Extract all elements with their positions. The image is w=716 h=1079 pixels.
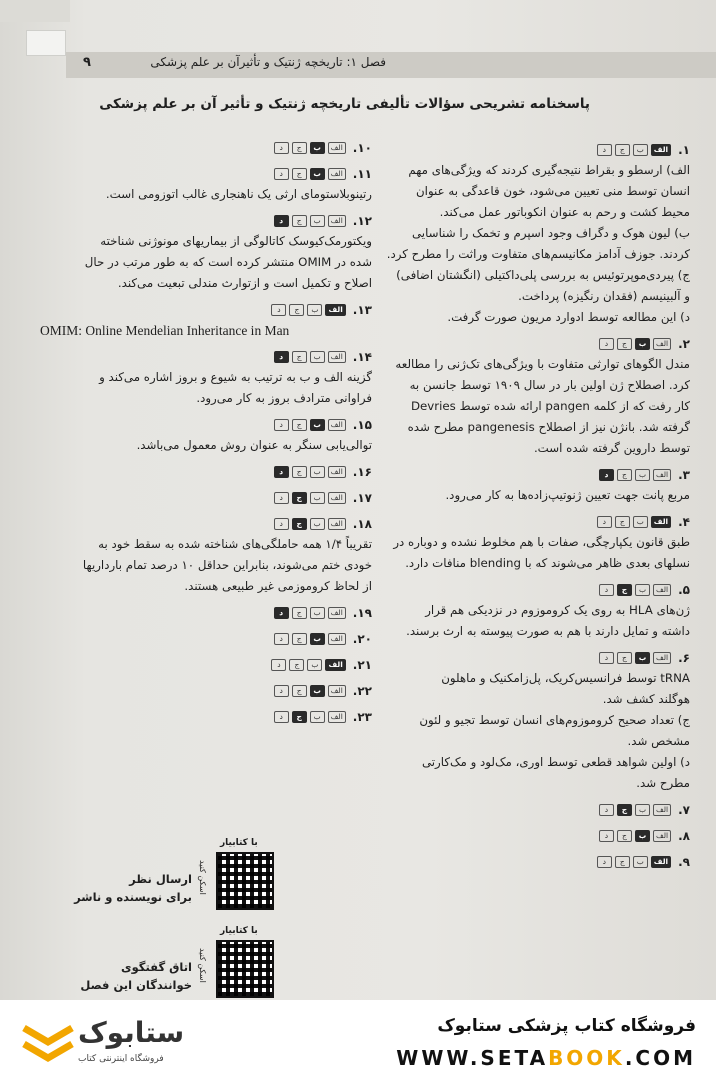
answer-item <box>40 462 372 482</box>
option-box: ب <box>310 466 325 478</box>
qr-line1: اتاق گفتگوی <box>121 960 192 974</box>
answer-header <box>40 514 372 534</box>
answer-item <box>376 334 690 459</box>
answer-header <box>40 707 372 727</box>
question-number: ۹. <box>678 854 690 869</box>
explanation-line: نسلهای بعدی ظاهر می‌شوند که با blending منافات دارد. <box>405 556 690 570</box>
explanation-line: مربع پانت جهت تعیین ژنوتیپ‌زاده‌ها به کار می‌رود. <box>445 488 690 502</box>
answer-header <box>40 655 372 675</box>
option-box: د <box>274 711 289 723</box>
selected-option-box: الف <box>325 304 345 316</box>
answer-item <box>40 655 372 675</box>
option-box: الف <box>328 351 346 363</box>
question-number: ۱۷. <box>352 490 372 505</box>
selected-option-box: ج <box>292 711 307 723</box>
answer-header <box>376 826 690 846</box>
answer-item <box>40 211 372 294</box>
option-box: ب <box>310 711 325 723</box>
explanation-line: گزینه الف و ب به ترتیب به شیوع و بروز اشاره می‌کند و <box>99 370 372 384</box>
option-box: الف <box>328 215 346 227</box>
question-number: ۱۸. <box>352 516 372 531</box>
option-box: الف <box>653 830 671 842</box>
option-box: ب <box>633 856 648 868</box>
question-number: ۱۰. <box>352 140 372 155</box>
explanation-line: الف) ارسطو و بقراط نتیجه‌گیری کردند که ویژگی‌های مهم <box>408 163 690 177</box>
selected-option-box: ب <box>310 685 325 697</box>
option-box: ج <box>292 466 307 478</box>
selected-option-box: ج <box>617 804 632 816</box>
answer-header <box>376 334 690 354</box>
explanation-line: مطرح شد. <box>636 776 690 790</box>
option-box: ج <box>617 469 632 481</box>
explanation-line-latin: OMIM: Online Mendelian Inheritance in Man <box>40 323 290 338</box>
store-url[interactable] <box>396 1046 696 1070</box>
answer-item <box>40 415 372 456</box>
option-box: ج <box>617 652 632 664</box>
option-box: ج <box>615 516 630 528</box>
answer-header <box>376 648 690 668</box>
option-box: د <box>274 142 289 154</box>
url-part-accent: BOOK <box>548 1046 625 1070</box>
option-box: ب <box>307 659 322 671</box>
answer-item <box>40 138 372 158</box>
explanation-line: فراوانی مترادف بروز به کار می‌رود. <box>196 391 372 405</box>
question-number: ۲. <box>678 336 690 351</box>
qr-text <box>80 958 192 994</box>
option-box: ب <box>635 804 650 816</box>
explanation-line: شده در OMIM منتشر کرده است که به طور مرتب در حال <box>84 255 372 269</box>
option-box: الف <box>653 338 671 350</box>
selected-option-box: ج <box>292 492 307 504</box>
selected-option-box: الف <box>651 144 671 156</box>
answer-header <box>40 138 372 158</box>
option-box: الف <box>328 168 346 180</box>
left-answer-column <box>40 138 372 733</box>
question-number: ۲۲. <box>352 683 372 698</box>
option-box: د <box>597 144 612 156</box>
answer-item <box>376 800 690 820</box>
option-box: د <box>271 659 286 671</box>
selected-option-box: الف <box>325 659 345 671</box>
option-box: الف <box>328 419 346 431</box>
answer-header <box>376 580 690 600</box>
option-box: ج <box>292 633 307 645</box>
option-box: الف <box>653 804 671 816</box>
answer-header <box>40 211 372 231</box>
setabook-logo[interactable] <box>18 1010 208 1070</box>
answer-header <box>40 681 372 701</box>
option-box: الف <box>328 685 346 697</box>
option-box: ب <box>310 607 325 619</box>
option-box: ج <box>292 607 307 619</box>
logo-wordmark: ستابوک <box>78 1016 185 1049</box>
chevron-logo-icon <box>18 1010 78 1070</box>
question-number: ۱. <box>678 142 690 157</box>
option-box: الف <box>328 492 346 504</box>
option-box: ب <box>310 215 325 227</box>
option-box: د <box>274 168 289 180</box>
question-number: ۲۳. <box>352 709 372 724</box>
option-box: د <box>597 516 612 528</box>
option-box: ب <box>633 516 648 528</box>
question-number: ۶. <box>678 650 690 665</box>
qr-text <box>74 870 192 906</box>
option-box: الف <box>328 633 346 645</box>
selected-option-box: ب <box>310 142 325 154</box>
explanation-line: tRNA توسط فرانسیس‌کریک، پل‌زامکنیک و ماهلون <box>441 671 690 685</box>
option-box: ج <box>292 215 307 227</box>
answer-item <box>40 707 372 727</box>
answer-item <box>40 300 372 341</box>
explanation-line: ب) لیون هوک و دگراف وجود اسپرم و تخمک را شناسایی <box>411 226 690 240</box>
option-box: ج <box>292 168 307 180</box>
answer-item <box>376 580 690 642</box>
answer-header <box>40 488 372 508</box>
question-number: ۴. <box>678 514 690 529</box>
explanation-line: انسان توسط منی تعیین می‌شود، خون قاعدگی به عنوان <box>416 184 690 198</box>
explanation-line: رتینوبلاستومای ارثی یک ناهنجاری غالب اتوزومی است. <box>105 187 372 201</box>
option-box: ج <box>292 419 307 431</box>
question-number: ۸. <box>678 828 690 843</box>
option-box: د <box>274 633 289 645</box>
qr-caption: با کتابیار <box>220 926 258 936</box>
question-number: ۳. <box>678 467 690 482</box>
answer-item <box>376 826 690 846</box>
qr-side-label: اسکن کنید <box>198 860 207 895</box>
option-box: د <box>274 685 289 697</box>
option-box: ب <box>633 144 648 156</box>
explanation-line: ج) تعداد صحیح کروموزوم‌های انسان توسط تجیو و لئون <box>419 713 690 727</box>
selected-option-box: ج <box>292 518 307 530</box>
answer-item <box>376 512 690 574</box>
answer-item <box>40 681 372 701</box>
explanation-line: گرفته شد. بانژن نیز از اصطلاح pangenesis مطرح شده <box>407 420 690 434</box>
option-box: الف <box>328 711 346 723</box>
qr-line1: ارسال نظر <box>129 872 192 886</box>
explanation-line: از لحاظ کروموزمی غیر طبیعی هستند. <box>184 579 372 593</box>
option-box: ب <box>307 304 322 316</box>
right-answer-column <box>376 140 690 878</box>
explanation-line: داشته و تمایل دارند با هم به صورت پیوسته به ارث برسند. <box>406 624 690 638</box>
selected-option-box: ب <box>635 338 650 350</box>
option-box: الف <box>328 607 346 619</box>
option-box: ب <box>310 492 325 504</box>
question-number: ۱۱. <box>352 166 372 181</box>
answer-header <box>40 415 372 435</box>
answer-item <box>40 603 372 623</box>
explanation-line: د) این مطالعه توسط ادوارد مریون صورت گرفت. <box>447 310 690 324</box>
option-box: ج <box>292 685 307 697</box>
answer-item <box>40 629 372 649</box>
answer-item <box>376 465 690 506</box>
question-number: ۱۵. <box>352 417 372 432</box>
option-box: الف <box>653 469 671 481</box>
explanation-line: ژن‌های HLA به روی یک کروموزوم در نزدیکی هم قرار <box>425 603 690 617</box>
answer-item <box>40 488 372 508</box>
option-box: ب <box>310 518 325 530</box>
selected-option-box: د <box>274 607 289 619</box>
question-number: ۱۴. <box>352 349 372 364</box>
answer-item <box>376 648 690 794</box>
page-number: ۹ <box>83 55 91 70</box>
explanation-line: کردند. جوزف آدامز مکانیسم‌های متفاوت وراثت را مطرح کرد. <box>386 247 690 261</box>
qr-code-icon[interactable] <box>216 940 274 998</box>
store-footer <box>0 1000 716 1079</box>
store-name: فروشگاه کتاب پزشکی ستابوک <box>437 1016 696 1036</box>
option-box: د <box>599 338 614 350</box>
explanation-line: د) اولین شواهد قطعی توسط اوری، مک‌لود و مک‌کارتی <box>421 755 690 769</box>
question-number: ۱۶. <box>352 464 372 479</box>
option-box: الف <box>653 652 671 664</box>
explanation-line: کار رفت که از کلمه pangen ارائه شده توسط Devries <box>410 399 690 413</box>
answer-header <box>376 852 690 872</box>
answer-header <box>40 462 372 482</box>
option-box: ج <box>615 856 630 868</box>
qr-line2: برای نویسنده و ناشر <box>74 890 192 904</box>
answer-key-title: پاسخنامه تشریحی سؤالات تألیفی تاریخچه ژنتیک و تأثیر آن بر علم پزشکی <box>99 96 590 112</box>
explanation-line: اصلاح و تکمیل است و ازتوارث مندلی تبعیت می‌کند. <box>117 276 372 290</box>
option-box: الف <box>328 142 346 154</box>
explanation-line: طبق قانون یکپارچگی، صفات با هم مخلوط نشده و دوباره در <box>393 535 690 549</box>
qr-code-icon[interactable] <box>216 852 274 910</box>
qr-chatroom-block <box>80 926 280 1000</box>
explanation-line: ج) پیردی‌موپرتوئیس به بررسی پلی‌داکتیلی (انگشتان اضافی) <box>396 268 690 282</box>
selected-option-box: ب <box>310 419 325 431</box>
selected-option-box: د <box>274 215 289 227</box>
option-box: ج <box>292 142 307 154</box>
explanation-line: ویکتورمک‌کیوسک کاتالوگی از بیماریهای مونوژنی شناخته <box>100 234 372 248</box>
option-box: ج <box>292 351 307 363</box>
option-box: د <box>599 804 614 816</box>
explanation-line: توالی‌یابی سنگر به عنوان روش معمول می‌باشد. <box>136 438 372 452</box>
answer-header <box>376 140 690 160</box>
explanation-line: هوگلند کشف شد. <box>602 692 690 706</box>
question-number: ۱۹. <box>352 605 372 620</box>
option-box: ج <box>615 144 630 156</box>
selected-option-box: ج <box>617 584 632 596</box>
qr-side-label: اسکن کنید <box>198 948 207 983</box>
option-box: د <box>274 419 289 431</box>
answer-header <box>40 347 372 367</box>
explanation-line: مندل الگوهای توارثی متفاوت با ویژگی‌های تک‌ژنی را مطالعه <box>395 357 690 371</box>
selected-option-box: الف <box>651 516 671 528</box>
option-box: د <box>599 584 614 596</box>
option-box: ب <box>635 469 650 481</box>
explanation-line: کرد. اصطلاح ژن اولین بار در سال ۱۹۰۹ توسط جانسن به <box>409 378 690 392</box>
option-box: ب <box>635 584 650 596</box>
answer-item <box>376 852 690 872</box>
chapter-title: فصل ۱: تاریخچه ژنتیک و تأثیرآن بر علم پزشکی <box>150 55 386 69</box>
answer-header <box>40 629 372 649</box>
answer-header <box>40 164 372 184</box>
selected-option-box: د <box>599 469 614 481</box>
page-tab <box>26 30 66 56</box>
option-box: الف <box>653 584 671 596</box>
option-box: ج <box>617 830 632 842</box>
selected-option-box: ب <box>310 168 325 180</box>
question-number: ۷. <box>678 802 690 817</box>
qr-feedback-block <box>74 838 280 926</box>
explanation-line: توسط داروین گرفته شده است. <box>533 441 690 455</box>
selected-option-box: الف <box>651 856 671 868</box>
option-box: د <box>599 652 614 664</box>
selected-option-box: ب <box>310 633 325 645</box>
page-corner-shade <box>0 0 70 22</box>
qr-caption: با کتابیار <box>220 838 258 848</box>
selected-option-box: ب <box>635 652 650 664</box>
explanation-line: و آلبینیسم (فقدان رنگیزه) پرداخت. <box>518 289 690 303</box>
option-box: د <box>597 856 612 868</box>
question-number: ۱۲. <box>352 213 372 228</box>
logo-subtitle: فروشگاه اینترنتی کتاب <box>78 1054 164 1064</box>
question-number: ۲۰. <box>352 631 372 646</box>
option-box: ج <box>289 304 304 316</box>
question-number: ۲۱. <box>352 657 372 672</box>
url-part-2: .COM <box>624 1046 696 1070</box>
selected-option-box: ب <box>635 830 650 842</box>
answer-header <box>40 300 372 320</box>
question-number: ۵. <box>678 582 690 597</box>
option-box: الف <box>328 466 346 478</box>
answer-item <box>376 140 690 328</box>
url-part-1: WWW.SETA <box>396 1046 549 1070</box>
option-box: د <box>271 304 286 316</box>
answer-item <box>40 347 372 409</box>
explanation-line: مشخص شد. <box>627 734 690 748</box>
option-box: د <box>274 492 289 504</box>
option-box: د <box>274 518 289 530</box>
explanation-line: خودی ختم می‌شوند، بنابراین حداقل ۱۰ درصد تمام بارداریها <box>82 558 372 572</box>
explanation-line: تقریباً ۱/۴ همه حاملگی‌های شناخته شده به سقط خود به <box>98 537 372 551</box>
option-box: ب <box>310 351 325 363</box>
answer-header <box>376 800 690 820</box>
answer-header <box>40 603 372 623</box>
answer-header <box>376 465 690 485</box>
option-box: الف <box>328 518 346 530</box>
option-box: ج <box>617 338 632 350</box>
question-number: ۱۳. <box>352 302 372 317</box>
answer-item <box>40 514 372 597</box>
answer-item <box>40 164 372 205</box>
answer-header <box>376 512 690 532</box>
option-box: ج <box>289 659 304 671</box>
selected-option-box: د <box>274 351 289 363</box>
explanation-line: محیط کشت و رحم به عنوان انکوباتور عمل می‌کند. <box>439 205 690 219</box>
option-box: د <box>599 830 614 842</box>
selected-option-box: د <box>274 466 289 478</box>
qr-line2: خوانندگان این فصل <box>80 978 192 992</box>
